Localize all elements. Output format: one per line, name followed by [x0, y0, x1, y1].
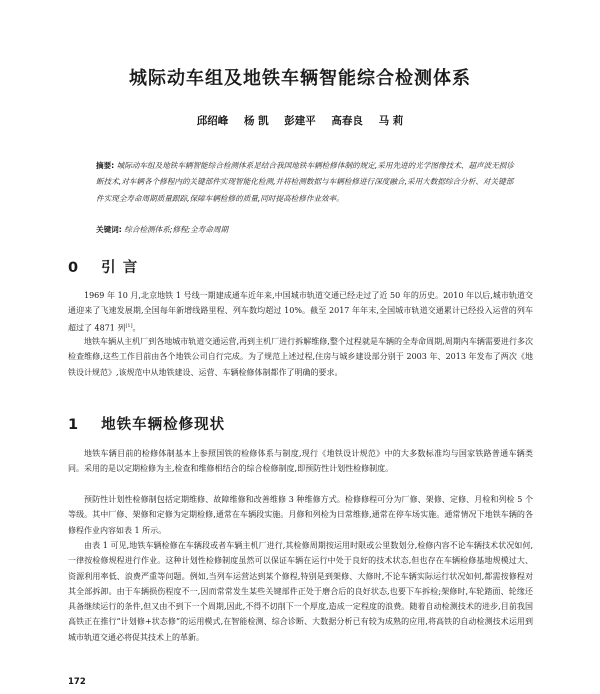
- intro-paragraph-2: 地铁车辆从主机厂到各地城市轨道交通运营,再到主机厂进行拆解维修,整个过程就是车辆的全寿命周期,周期内车辆需要进行多次检查维修,这些工作目前由各个地铁公司自行完成。为了规范上述过程,住房与城乡建设部分别于 2003 年、2013 年发布了两次《地铁设计规范》,该规范中从地铁建设、运营、车辆检修体制都作了明确的要求。: [68, 337, 533, 377]
- author-list: [0, 113, 600, 128]
- section-heading-status: [68, 413, 225, 434]
- status-paragraph-2: 预防性计划性检修制包括定期维修、故障维修和改善维修 3 种维修方式。检修修程可分为厂修、架修、定修、月检和列检 5 个等级。其中厂修、架修和定修为定期检修,通常在车辆段实施。月修和列检为日常维修,通常在停车场实施。通常情况下地铁车辆的各修程作业内容如表 1 所示。: [68, 495, 533, 535]
- page-title: 城际动车组及地铁车辆智能综合检测体系: [129, 68, 471, 89]
- abstract-label: 摘要:: [96, 161, 115, 170]
- author-name: 邱绍峰: [196, 115, 229, 127]
- section-heading-intro: [68, 256, 138, 277]
- author-name: 马 莉: [378, 115, 404, 127]
- status-paragraph-1: 地铁车辆目前的检修体制基本上参照国铁的检修体系与制度,现行《地铁设计规范》中的大多数标准均与国家铁路普通车辆类同。采用的是以定期检修为主,检查和维修相结合的综合检修制度,即预防性计划性检修制度。: [68, 449, 533, 474]
- section-number: 1: [68, 417, 80, 433]
- citation-ref: [1]: [125, 322, 133, 329]
- keywords-label: 关键词:: [96, 225, 122, 234]
- keywords: [96, 224, 516, 235]
- page-number: 172: [68, 677, 86, 687]
- abstract: [96, 158, 516, 207]
- author-name: 彭建平: [284, 115, 316, 127]
- author-name: 杨 凯: [243, 115, 269, 127]
- paragraph-text: 。: [132, 323, 141, 333]
- intro-paragraph-1: [68, 288, 533, 336]
- section-title: 地铁车辆检修现状: [101, 417, 226, 433]
- section-title: 引 言: [101, 260, 139, 276]
- abstract-text: 城际动车组及地铁车辆智能综合检测体系是结合我国地铁车辆检修体制的规定,采用先进的光学图像技术、超声波无损诊断技术,对车辆各个修程内的关键部件实现智能化检测,并将检测数据与车辆检修进行深度融合,采用大数据综合分析、对关键部件实现全寿命周期质量跟踪,保障车辆检修的质量,同时提高检修作业效率。: [96, 161, 514, 203]
- author-name: 高春良: [331, 115, 363, 127]
- paragraph-text: 1969 年 10 月,北京地铁 1 号线一期建成通车近年来,中国城市轨道交通已经走过了近 50 年的历史。2010 年以后,城市轨道交通迎来了飞速发展期,全国每年新增线路里程、列车数均超过 10%。截至 2017 年年末,全国城市轨道交通累计已经投入运营的列车超过了 4871 列: [68, 291, 533, 333]
- status-paragraph-3: 由表 1 可见,地铁车辆检修在车辆段或者车辆主机厂进行,其检修周期按运用时限或公里数划分,检修内容不论车辆技术状况如何,一律按检修规程进行作业。这种计划性检修制度虽然可以保证车辆在运行中处于良好的技术状态,但也存在车辆检修基地规模过大、资源利用率低、浪费严重等问题。例如,当列车运营达到某个修程,特别是到架修、大修时,不论车辆实际运行状况如何,都需按修程对其全部拆卸。由于车辆损伤程度不一,因而常常发生某些关键部件正处于磨合后的良好状态,也要下车拆检;架修时,车轮踏面、轮缘还具备继续运行的条件,但又由不到下一个周期,因此,不得不切削下一个厚度,造成一定程度的浪费。随着自动检测技术的进步,目前我国高铁正在推行“计划修+状态修”的运用模式,在智能检测、综合诊断、大数据分析已有较为成熟的应用,将高铁的自动检测技术运用到城市轨道交通必将促其技术上的革新。: [68, 541, 533, 642]
- section-number: 0: [68, 260, 80, 276]
- keywords-text: 综合检测体系;修程;全寿命周期: [124, 225, 229, 234]
